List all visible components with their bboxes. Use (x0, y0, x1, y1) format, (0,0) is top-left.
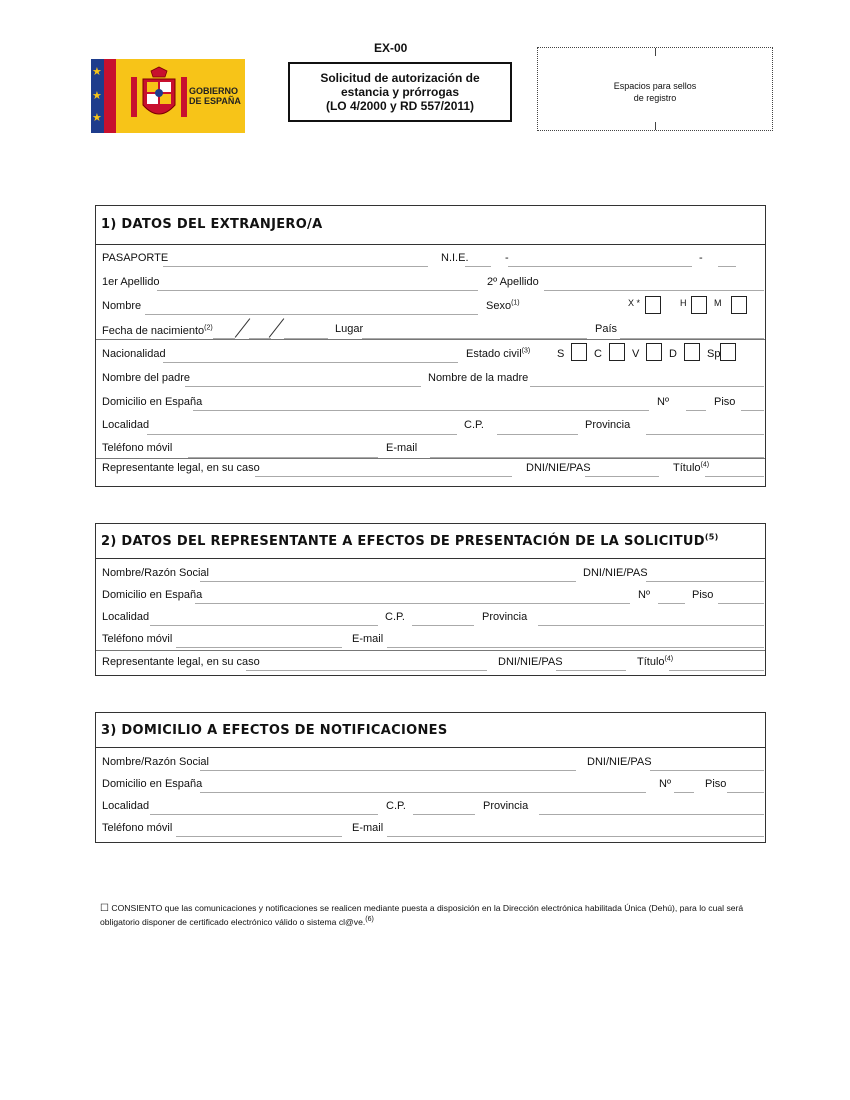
label-ec-s: S (557, 348, 565, 360)
label-numero: Nº (638, 589, 650, 601)
label-dni: DNI/NIE/PAS (587, 756, 652, 768)
section3-title: 3) DOMICILIO A EFECTOS DE NOTIFICACIONES (101, 723, 448, 738)
checkbox-sexo-m[interactable] (731, 296, 747, 314)
label-cp: C.P. (464, 419, 484, 431)
numero-field[interactable] (686, 410, 706, 411)
label-dni: DNI/NIE/PAS (526, 462, 591, 474)
pais-field[interactable] (620, 338, 764, 339)
label-email: E-mail (352, 633, 384, 645)
section1-row-separator (96, 339, 765, 340)
label-razon-social: Nombre/Razón Social (102, 567, 209, 579)
apellido1-field[interactable] (157, 290, 478, 291)
checkbox-estado-d[interactable] (684, 343, 700, 361)
piso-field[interactable] (727, 792, 764, 793)
razon-social-field[interactable] (200, 770, 576, 771)
label-nacionalidad: Nacionalidad (102, 348, 166, 360)
label-razon-social: Nombre/Razón Social (102, 756, 209, 768)
label-ec-c: C (594, 348, 602, 360)
label-email: E-mail (352, 822, 384, 834)
razon-social-field[interactable] (200, 581, 576, 582)
checkbox-estado-s[interactable] (571, 343, 587, 361)
label-provincia: Provincia (483, 800, 529, 812)
label-numero: Nº (659, 778, 671, 790)
label-representante: Representante legal, en su caso (102, 462, 260, 474)
piso-field[interactable] (718, 603, 764, 604)
section2-title (101, 534, 719, 549)
stamp-text-line1: Espacios para sellos (613, 81, 697, 91)
checkbox-sexo-x[interactable] (645, 296, 661, 314)
domicilio-field[interactable] (193, 410, 649, 411)
fecha-dia-field[interactable] (213, 338, 235, 339)
titulo-text: Título (637, 656, 665, 668)
pasaporte-field[interactable] (163, 266, 428, 267)
nombre-field[interactable] (145, 314, 478, 315)
sexo-text: Sexo (486, 300, 512, 312)
consent-line1-text: CONSIENTO que las comunicaciones y notificaciones se realicen mediante puesta a disposición en la Dirección electrónica habilitada Única (Dehú), para lo cual será (111, 903, 744, 913)
consent-text-line1 (100, 902, 743, 915)
section1-title: 1) DATOS DEL EXTRANJERO/A (101, 217, 323, 232)
label-numero: Nº (657, 396, 669, 408)
label-domicilio: Domicilio en España (102, 589, 203, 601)
label-ec-sp: Sp (707, 348, 721, 360)
consent-text-line2 (100, 916, 374, 929)
piso-field[interactable] (741, 410, 764, 411)
label-localidad: Localidad (102, 800, 150, 812)
label-nombre-padre: Nombre del padre (102, 372, 191, 384)
label-titulo (637, 656, 673, 669)
form-title-line1: Solicitud de autorización de (320, 71, 480, 85)
apellido2-field[interactable] (544, 290, 764, 291)
label-domicilio: Domicilio en España (102, 396, 203, 408)
dni-field[interactable] (585, 476, 659, 477)
email-field[interactable] (430, 457, 764, 458)
label-lugar: Lugar (335, 323, 364, 335)
label-nie: N.I.E. (441, 252, 469, 264)
section2-row-separator (96, 650, 765, 651)
cp-field[interactable] (412, 625, 474, 626)
star-icon: ★ (92, 66, 102, 78)
label-localidad: Localidad (102, 419, 150, 431)
label-nombre-madre: Nombre de la madre (428, 372, 529, 384)
fecha-anio-field[interactable] (284, 338, 328, 339)
fecha-text: Fecha de nacimiento (102, 325, 205, 337)
numero-field[interactable] (658, 603, 685, 604)
titulo-field[interactable] (705, 476, 764, 477)
label-ec-v: V (632, 348, 640, 360)
label-apellido1: 1er Apellido (102, 276, 160, 288)
label-telefono: Teléfono móvil (102, 442, 173, 454)
dni-field[interactable] (556, 670, 626, 671)
lugar-field[interactable] (362, 338, 587, 339)
label-provincia: Provincia (482, 611, 528, 623)
label-sexo-x: X * (628, 298, 641, 308)
localidad-field[interactable] (150, 625, 378, 626)
section-extranjero (95, 205, 766, 487)
logo-text-line1: GOBIERNO (189, 86, 239, 96)
titulo-ref: (4) (664, 655, 674, 663)
section1-row-separator (96, 458, 765, 459)
sexo-ref: (1) (511, 299, 520, 307)
provincia-field[interactable] (539, 814, 764, 815)
gobierno-logo (91, 59, 245, 133)
label-sexo (486, 300, 520, 313)
consent-ref: (6) (365, 916, 374, 924)
telefono-field[interactable] (176, 647, 342, 648)
star-icon: ★ (92, 112, 102, 124)
cp-field[interactable] (497, 434, 578, 435)
checkbox-estado-sp[interactable] (720, 343, 736, 361)
label-dni: DNI/NIE/PAS (583, 567, 648, 579)
label-ec-d: D (669, 348, 677, 360)
localidad-field[interactable] (147, 434, 457, 435)
estado-civil-text: Estado civil (466, 348, 522, 360)
representante-field[interactable] (255, 476, 512, 477)
provincia-field[interactable] (538, 625, 764, 626)
domicilio-field[interactable] (200, 792, 646, 793)
form-title-line2: estancia y prórrogas (340, 85, 460, 99)
consent-checkbox[interactable]: ☐ (100, 903, 109, 914)
label-provincia: Provincia (585, 419, 631, 431)
titulo-ref: (4) (700, 461, 710, 469)
label-localidad: Localidad (102, 611, 150, 623)
domicilio-field[interactable] (195, 603, 630, 604)
logo-text-line2: DE ESPAÑA (189, 96, 241, 106)
label-piso: Piso (714, 396, 736, 408)
label-titulo (673, 462, 709, 475)
label-pais: País (595, 323, 618, 335)
telefono-field[interactable] (188, 457, 378, 458)
label-cp: C.P. (386, 800, 406, 812)
stamp-area (537, 47, 773, 131)
nombre-madre-field[interactable] (530, 386, 764, 387)
label-telefono: Teléfono móvil (102, 633, 173, 645)
cp-field[interactable] (413, 814, 475, 815)
label-nombre: Nombre (102, 300, 142, 312)
email-field[interactable] (387, 647, 764, 648)
section2-title-text: 2) DATOS DEL REPRESENTANTE A EFECTOS DE PRESENTACIÓN DE LA SOLICITUD (101, 534, 705, 549)
label-telefono: Teléfono móvil (102, 822, 173, 834)
nie-number-field[interactable] (508, 266, 692, 267)
label-sexo-h: H (680, 298, 687, 308)
label-dni: DNI/NIE/PAS (498, 656, 563, 668)
label-estado-civil (466, 348, 530, 361)
label-piso: Piso (705, 778, 727, 790)
stamp-tick-top (655, 48, 656, 56)
stamp-text-line2: de registro (633, 93, 677, 103)
form-title-box (288, 62, 512, 122)
form-code: EX-00 (374, 41, 408, 55)
nie-dash: - (505, 252, 509, 264)
localidad-field[interactable] (150, 814, 378, 815)
fecha-mes-field[interactable] (249, 338, 271, 339)
label-piso: Piso (692, 589, 714, 601)
email-field[interactable] (387, 836, 764, 837)
checkbox-estado-c[interactable] (609, 343, 625, 361)
section2-header (96, 524, 765, 559)
numero-field[interactable] (674, 792, 694, 793)
label-cp: C.P. (385, 611, 405, 623)
label-sexo-m: M (714, 298, 722, 308)
titulo-field[interactable] (669, 670, 764, 671)
label-pasaporte: PASAPORTE (102, 252, 169, 264)
checkbox-estado-v[interactable] (646, 343, 662, 361)
nie-letter-field[interactable] (465, 266, 491, 267)
section2-title-ref: (5) (704, 532, 719, 542)
nie-control-field[interactable] (718, 266, 736, 267)
form-title-line3: (LO 4/2000 y RD 557/2011) (325, 99, 475, 113)
checkbox-sexo-h[interactable] (691, 296, 707, 314)
estado-civil-ref: (3) (521, 347, 531, 355)
consent-line2-text: obligatorio disponer de certificado electrónico válido o sistema cl@ve. (100, 917, 366, 927)
telefono-field[interactable] (176, 836, 342, 837)
label-domicilio: Domicilio en España (102, 778, 203, 790)
representante-field[interactable] (246, 670, 487, 671)
dni-field[interactable] (646, 581, 764, 582)
label-apellido2: 2º Apellido (487, 276, 539, 288)
nie-dash: - (699, 252, 703, 264)
dni-field[interactable] (650, 770, 764, 771)
titulo-text: Título (673, 462, 701, 474)
star-icon: ★ (92, 90, 102, 102)
stamp-tick-bottom (655, 122, 656, 130)
label-representante: Representante legal, en su caso (102, 656, 260, 668)
label-fecha-nacimiento (102, 325, 213, 338)
nombre-padre-field[interactable] (185, 386, 421, 387)
nacionalidad-field[interactable] (163, 362, 458, 363)
section3-header (96, 713, 765, 748)
fecha-ref: (2) (204, 324, 213, 332)
label-email: E-mail (386, 442, 418, 454)
section1-header (96, 206, 765, 245)
coat-of-arms-icon (129, 65, 189, 127)
logo-red-band (104, 59, 116, 133)
provincia-field[interactable] (646, 434, 764, 435)
